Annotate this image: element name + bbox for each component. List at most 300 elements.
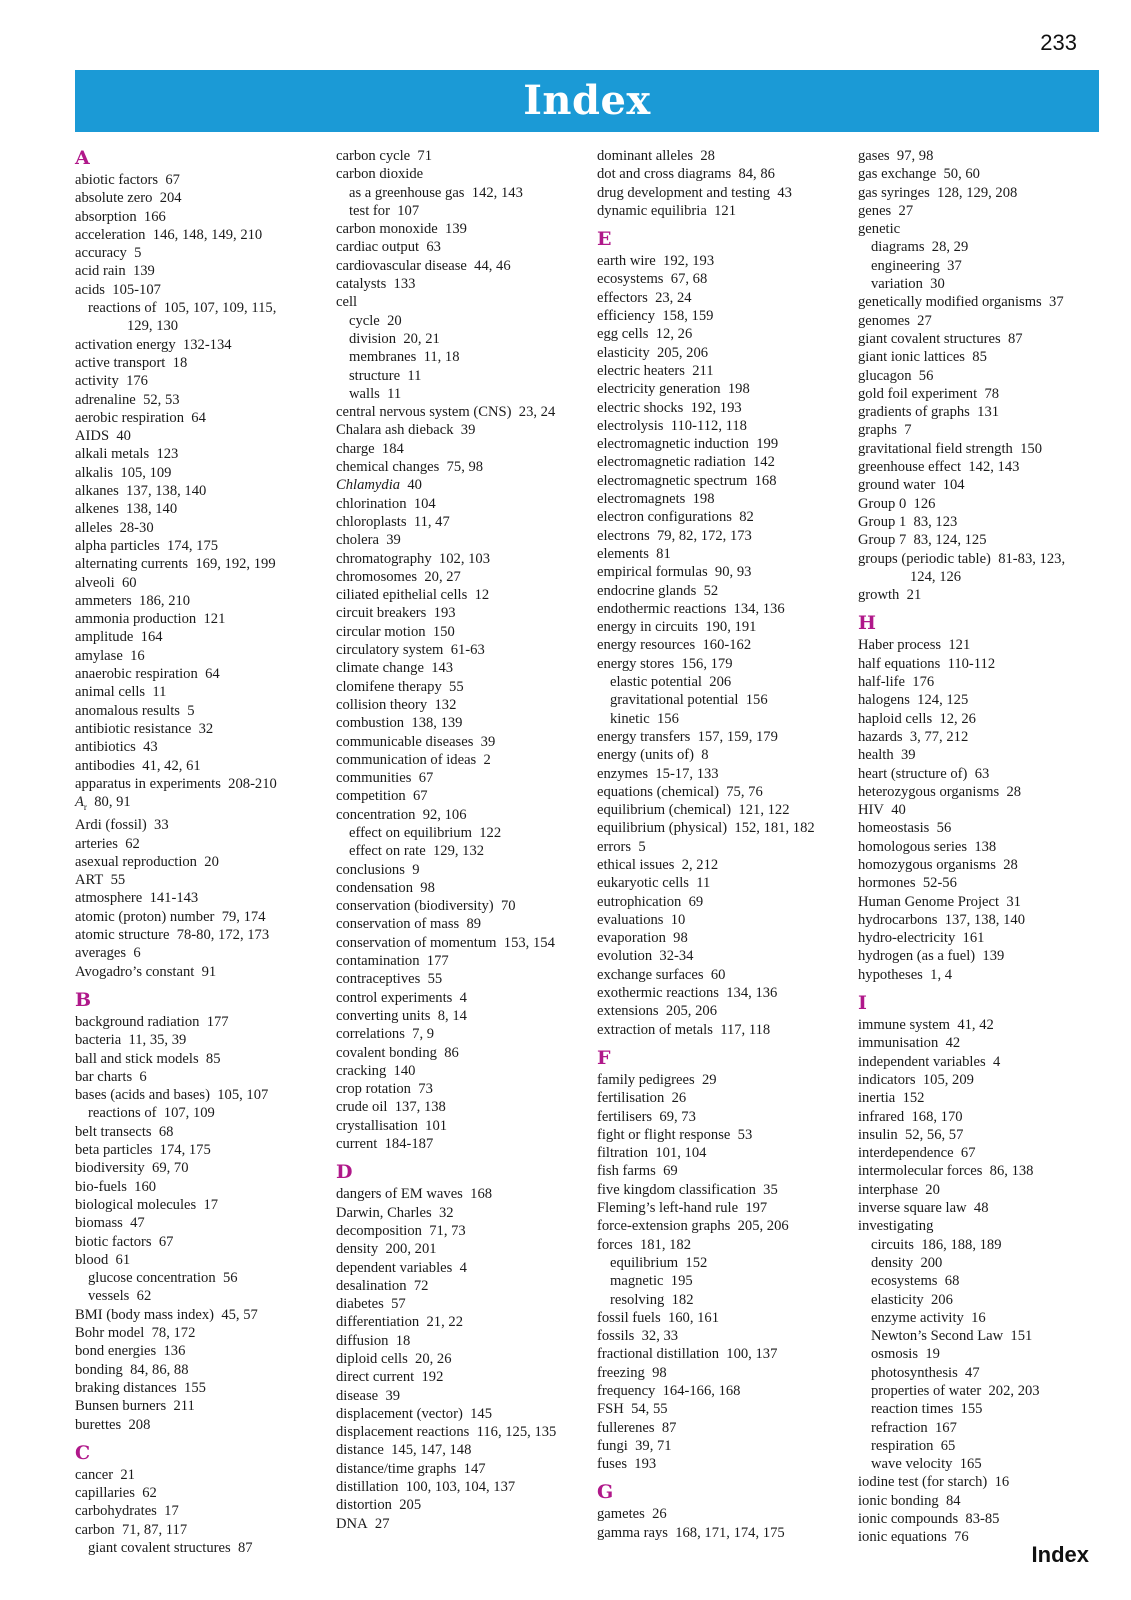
index-entry: equilibrium (physical) 152, 181, 182 <box>597 820 815 837</box>
index-entry: antibodies 41, 42, 61 <box>75 757 201 774</box>
index-subentry: membranes 11, 18 <box>349 349 460 366</box>
index-entry: FSH 54, 55 <box>597 1401 668 1418</box>
index-entry: greenhouse effect 142, 143 <box>858 459 1020 476</box>
index-entry: beta particles 174, 175 <box>75 1142 211 1159</box>
index-entry: chlorination 104 <box>336 495 436 512</box>
index-entry: endocrine glands 52 <box>597 582 719 599</box>
index-entry: electromagnetic radiation 142 <box>597 454 775 471</box>
index-entry: conservation of mass 89 <box>336 916 482 933</box>
index-entry: interphase 20 <box>858 1181 940 1198</box>
index-entry: energy transfers 157, 159, 179 <box>597 728 778 745</box>
index-entry: biological molecules 17 <box>75 1196 219 1213</box>
index-entry: Darwin, Charles 32 <box>336 1204 454 1221</box>
index-entry: carbon cycle 71 <box>336 148 433 164</box>
index-entry: equilibrium (chemical) 121, 122 <box>597 802 790 819</box>
index-entry: errors 5 <box>597 838 646 855</box>
index-entry-pages: 40 <box>400 477 422 494</box>
index-entry: acceleration 146, 148, 149, 210 <box>75 226 263 243</box>
index-entry: alternating currents 169, 192, 199 <box>75 556 276 573</box>
index-entry: equations (chemical) 75, 76 <box>597 783 763 800</box>
index-subentry: reaction times 155 <box>871 1401 983 1418</box>
index-entry: Human Genome Project 31 <box>858 893 1021 910</box>
index-subentry: osmosis 19 <box>871 1346 940 1363</box>
index-entry: atmosphere 141-143 <box>75 890 199 907</box>
index-entry: gold foil experiment 78 <box>858 385 1000 402</box>
index-subentry: enzyme activity 16 <box>871 1309 986 1326</box>
index-entry: halogens 124, 125 <box>858 692 969 709</box>
index-entry: carbohydrates 17 <box>75 1503 179 1520</box>
index-entry: bonding 84, 86, 88 <box>75 1361 189 1378</box>
index-subentry: resolving 182 <box>610 1291 694 1308</box>
index-entry: ammonia production 121 <box>75 611 226 628</box>
index-entry: hydrogen (as a fuel) 139 <box>858 948 1005 965</box>
index-entry: biomass 47 <box>75 1215 145 1232</box>
index-letter-heading: B <box>75 988 92 1011</box>
index-entry: elasticity 205, 206 <box>597 344 709 361</box>
index-entry: acid rain 139 <box>75 263 155 280</box>
index-entry: gravitational field strength 150 <box>858 440 1042 457</box>
index-entry: anomalous results 5 <box>75 702 195 719</box>
index-entry: freezing 98 <box>597 1364 667 1381</box>
index-subentry: photosynthesis 47 <box>871 1364 980 1381</box>
index-subentry: engineering 37 <box>871 257 962 274</box>
index-entry: cholera 39 <box>336 532 401 549</box>
index-entry: half equations 110-112 <box>858 655 996 672</box>
index-subentry: as a greenhouse gas 142, 143 <box>349 184 523 201</box>
index-entry: five kingdom classification 35 <box>597 1181 778 1198</box>
index-entry: energy (units of) 8 <box>597 747 709 764</box>
index-entry: homologous series 138 <box>858 838 997 855</box>
index-entry: distance/time graphs 147 <box>336 1460 486 1477</box>
index-entry: contamination 177 <box>336 953 449 970</box>
index-entry: immunisation 42 <box>858 1035 961 1052</box>
index-entry: exothermic reactions 134, 136 <box>597 985 778 1002</box>
index-entry: inverse square law 48 <box>858 1200 989 1217</box>
index-entry: ionic compounds 83-85 <box>858 1511 1000 1528</box>
index-letter-heading: H <box>858 612 876 635</box>
index-entry: biotic factors 67 <box>75 1233 174 1250</box>
index-columns <box>75 147 1115 1557</box>
index-entry: Avogadro’s constant 91 <box>75 963 217 980</box>
index-entry: anaerobic respiration 64 <box>75 666 220 683</box>
index-entry: central nervous system (CNS) 23, 24 <box>336 404 556 421</box>
index-entry: carbon monoxide 139 <box>336 221 467 238</box>
index-entry: ionic bonding 84 <box>858 1492 961 1509</box>
index-entry: Ardi (fossil) 33 <box>75 817 169 834</box>
index-entry: BMI (body mass index) 45, 57 <box>75 1306 258 1323</box>
index-entry: bond energies 136 <box>75 1343 186 1360</box>
index-column-3 <box>597 147 852 1542</box>
index-entry: ecosystems 67, 68 <box>597 271 708 288</box>
index-subentry: reactions of 105, 107, 109, 115, <box>88 300 277 317</box>
index-entry: evaporation 98 <box>597 930 688 947</box>
index-entry: effectors 23, 24 <box>597 289 692 306</box>
index-entry: active transport 18 <box>75 354 188 371</box>
index-entry: fuses 193 <box>597 1456 657 1473</box>
index-entry: ethical issues 2, 212 <box>597 856 719 873</box>
index-subentry: refraction 167 <box>871 1419 957 1436</box>
index-entry: absorption 166 <box>75 208 166 225</box>
index-entry: fish farms 69 <box>597 1163 678 1180</box>
index-entry: exchange surfaces 60 <box>597 966 726 983</box>
index-entry: glucagon 56 <box>858 367 934 384</box>
index-entry: Group 7 83, 124, 125 <box>858 532 987 549</box>
index-entry: condensation 98 <box>336 879 435 896</box>
index-entry: half-life 176 <box>858 674 935 691</box>
index-entry: alkenes 138, 140 <box>75 501 178 518</box>
index-entry: family pedigrees 29 <box>597 1071 717 1088</box>
index-entry: animal cells 11 <box>75 684 167 701</box>
footer-section-label: Index <box>1031 1542 1089 1567</box>
index-entry-continuation: 124, 126 <box>910 568 962 585</box>
index-column-1 <box>75 147 330 1557</box>
index-entry: graphs 7 <box>858 422 912 439</box>
index-entry: clomifene therapy 55 <box>336 678 464 695</box>
index-entry: crystallisation 101 <box>336 1117 448 1134</box>
index-entry: background radiation 177 <box>75 1013 229 1030</box>
index-entry: cardiovascular disease 44, 46 <box>336 257 511 274</box>
index-entry: disease 39 <box>336 1387 401 1404</box>
index-subentry: magnetic 195 <box>610 1273 693 1290</box>
index-entry: diffusion 18 <box>336 1332 411 1349</box>
index-entry: differentiation 21, 22 <box>336 1314 463 1331</box>
index-entry: capillaries 62 <box>75 1485 157 1502</box>
index-subentry: equilibrium 152 <box>610 1254 708 1271</box>
index-entry: catalysts 133 <box>336 276 416 293</box>
index-entry: dynamic equilibria 121 <box>597 202 737 219</box>
page-title: Index <box>523 77 651 124</box>
index-entry: hypotheses 1, 4 <box>858 966 953 983</box>
index-subentry: Newton’s Second Law 151 <box>871 1328 1033 1345</box>
index-subentry: division 20, 21 <box>349 330 440 347</box>
index-entry: abiotic factors 67 <box>75 172 180 188</box>
index-entry: hydrocarbons 137, 138, 140 <box>858 911 1025 928</box>
index-entry: electron configurations 82 <box>597 509 754 526</box>
index-entry: energy stores 156, 179 <box>597 655 733 672</box>
index-entry: fertilisers 69, 73 <box>597 1108 696 1125</box>
index-letter-heading: I <box>858 992 867 1015</box>
index-entry: frequency 164-166, 168 <box>597 1383 741 1399</box>
index-subentry: elastic potential 206 <box>610 674 732 691</box>
index-entry: cell <box>336 294 358 311</box>
index-subentry: effect on rate 129, 132 <box>349 843 485 860</box>
index-entry: combustion 138, 139 <box>336 715 463 732</box>
index-entry: energy resources 160-162 <box>597 637 752 654</box>
index-subentry: glucose concentration 56 <box>88 1270 238 1287</box>
index-subentry: structure 11 <box>349 367 422 384</box>
index-entry: efficiency 158, 159 <box>597 308 714 325</box>
index-subentry: respiration 65 <box>871 1437 956 1454</box>
index-entry: burettes 208 <box>75 1416 151 1433</box>
index-column-2 <box>336 147 591 1533</box>
index-entry: conservation (biodiversity) 70 <box>336 898 516 915</box>
index-subentry: elasticity 206 <box>871 1291 953 1308</box>
index-entry: collision theory 132 <box>336 696 457 713</box>
index-entry: conclusions 9 <box>336 861 420 878</box>
index-entry: carbon dioxide <box>336 166 424 183</box>
index-entry: cracking 140 <box>336 1062 416 1079</box>
title-banner <box>75 70 1099 132</box>
index-subentry: effect on equilibrium 122 <box>349 824 502 841</box>
index-entry: hydro-electricity 161 <box>858 930 985 947</box>
index-subentry: circuits 186, 188, 189 <box>871 1236 1002 1253</box>
index-entry: communication of ideas 2 <box>336 751 491 768</box>
index-entry: DNA 27 <box>336 1515 390 1532</box>
index-entry: dot and cross diagrams 84, 86 <box>597 166 775 183</box>
index-entry: diploid cells 20, 26 <box>336 1351 452 1367</box>
index-subentry: giant covalent structures 87 <box>88 1539 253 1556</box>
index-entry: filtration 101, 104 <box>597 1145 707 1162</box>
index-entry: interdependence 67 <box>858 1145 976 1162</box>
index-entry: atomic structure 78-80, 172, 173 <box>75 927 270 944</box>
index-entry: alveoli 60 <box>75 574 137 591</box>
index-entry: adrenaline 52, 53 <box>75 391 180 408</box>
index-subentry: variation 30 <box>871 276 945 293</box>
index-entry: amplitude 164 <box>75 629 163 646</box>
index-entry: gamma rays 168, 171, 174, 175 <box>597 1524 785 1541</box>
index-entry: gases 97, 98 <box>858 148 934 164</box>
index-entry: averages 6 <box>75 945 141 962</box>
index-entry: Group 1 83, 123 <box>858 513 958 530</box>
index-entry: fractional distillation 100, 137 <box>597 1346 778 1363</box>
index-entry: fight or flight response 53 <box>597 1126 753 1143</box>
index-entry: bacteria 11, 35, 39 <box>75 1032 187 1049</box>
index-entry: elements 81 <box>597 545 671 562</box>
index-entry: earth wire 192, 193 <box>597 253 715 270</box>
index-entry: electric heaters 211 <box>597 362 714 379</box>
index-entry: cancer 21 <box>75 1466 135 1483</box>
index-entry: energy in circuits 190, 191 <box>597 619 757 636</box>
index-entry: distance 145, 147, 148 <box>336 1442 472 1459</box>
index-entry: arteries 62 <box>75 835 140 852</box>
index-entry: forces 181, 182 <box>597 1236 692 1253</box>
index-entry: eutrophication 69 <box>597 893 704 910</box>
index-entry: giant ionic lattices 85 <box>858 349 987 366</box>
index-entry: AIDS 40 <box>75 428 131 445</box>
index-entry: electromagnetic spectrum 168 <box>597 472 777 489</box>
index-letter-heading: E <box>597 228 612 251</box>
index-entry: haploid cells 12, 26 <box>858 710 976 727</box>
index-entry: evolution 32-34 <box>597 948 694 965</box>
index-entry: biodiversity 69, 70 <box>75 1160 189 1177</box>
index-entry: force-extension graphs 205, 206 <box>597 1218 789 1235</box>
index-entry: circulatory system 61-63 <box>336 642 485 659</box>
index-entry: antibiotic resistance 32 <box>75 720 214 737</box>
index-entry: iodine test (for starch) 16 <box>858 1474 1010 1491</box>
index-entry: electric shocks 192, 193 <box>597 399 742 416</box>
index-entry: homozygous organisms 28 <box>858 856 1018 873</box>
index-subentry: walls 11 <box>349 385 402 402</box>
index-entry: displacement (vector) 145 <box>336 1405 493 1422</box>
index-entry: communicable diseases 39 <box>336 733 496 750</box>
index-entry: amylase 16 <box>75 647 145 664</box>
index-entry: climate change 143 <box>336 660 454 677</box>
index-entry: HIV 40 <box>858 802 906 819</box>
index-entry: Fleming’s left-hand rule 197 <box>597 1200 768 1217</box>
index-entry: alkali metals 123 <box>75 446 179 463</box>
index-letter-heading: A <box>75 147 90 169</box>
index-entry: immune system 41, 42 <box>858 1017 994 1034</box>
index-subentry: density 200 <box>871 1254 943 1271</box>
index-entry: ground water 104 <box>858 477 965 494</box>
index-entry: ball and stick models 85 <box>75 1050 221 1067</box>
index-entry: inertia 152 <box>858 1090 925 1107</box>
index-entry: dependent variables 4 <box>336 1259 467 1276</box>
index-entry: correlations 7, 9 <box>336 1026 435 1043</box>
index-entry: egg cells 12, 26 <box>597 326 693 343</box>
index-entry <box>336 476 591 494</box>
index-entry: endothermic reactions 134, 136 <box>597 600 785 617</box>
index-entry-subscript: r <box>83 802 87 812</box>
index-entry: genomes 27 <box>858 312 932 329</box>
index-entry: ciliated epithelial cells 12 <box>336 587 490 604</box>
index-entry: fertilisation 26 <box>597 1090 687 1107</box>
index-entry: desalination 72 <box>336 1277 429 1294</box>
index-letter-heading: D <box>336 1161 353 1184</box>
index-entry: genetic <box>858 221 901 238</box>
index-entry: density 200, 201 <box>336 1241 437 1258</box>
index-entry: groups (periodic table) 81-83, 123, <box>858 550 1066 567</box>
index-entry: indicators 105, 209 <box>858 1071 974 1088</box>
index-entry: activity 176 <box>75 373 148 390</box>
index-entry: crop rotation 73 <box>336 1081 433 1098</box>
index-entry: electrolysis 110-112, 118 <box>597 417 747 434</box>
index-entry: contraceptives 55 <box>336 971 443 988</box>
index-entry: direct current 192 <box>336 1369 444 1386</box>
index-subentry: cycle 20 <box>349 312 402 329</box>
index-entry: chromosomes 20, 27 <box>336 568 461 585</box>
index-entry: electrons 79, 82, 172, 173 <box>597 527 752 544</box>
index-entry: gradients of graphs 131 <box>858 404 1000 421</box>
index-entry: alpha particles 174, 175 <box>75 537 219 554</box>
index-entry: Haber process 121 <box>858 637 971 654</box>
index-entry: Bohr model 78, 172 <box>75 1325 196 1342</box>
page-number: 233 <box>1040 30 1077 55</box>
index-entry: charge 184 <box>336 440 404 457</box>
index-subentry: gravitational potential 156 <box>610 692 768 709</box>
index-subentry: diagrams 28, 29 <box>871 239 969 256</box>
index-entry: fullerenes 87 <box>597 1419 677 1436</box>
index-entry: conservation of momentum 153, 154 <box>336 934 555 951</box>
index-letter-heading: F <box>597 1046 611 1069</box>
index-entry: health 39 <box>858 747 916 764</box>
index-column-4 <box>858 147 1113 1547</box>
index-subentry: vessels 62 <box>88 1288 152 1305</box>
index-entry: bio-fuels 160 <box>75 1178 157 1195</box>
index-entry: Bunsen burners 211 <box>75 1398 195 1415</box>
index-letter-heading: C <box>75 1441 91 1464</box>
index-entry: hazards 3, 77, 212 <box>858 728 969 745</box>
index-entry: distillation 100, 103, 104, 137 <box>336 1479 516 1496</box>
index-entry: activation energy 132-134 <box>75 336 232 353</box>
index-entry: giant covalent structures 87 <box>858 330 1023 347</box>
index-entry: braking distances 155 <box>75 1379 206 1396</box>
index-entry: competition 67 <box>336 788 428 805</box>
index-entry: evaluations 10 <box>597 911 686 928</box>
index-entry: Chalara ash dieback 39 <box>336 422 476 439</box>
index-entry: Group 0 126 <box>858 495 936 512</box>
index-entry: drug development and testing 43 <box>597 184 792 201</box>
index-entry: genetically modified organisms 37 <box>858 294 1064 311</box>
index-entry: insulin 52, 56, 57 <box>858 1126 964 1143</box>
index-entry: alkalis 105, 109 <box>75 464 172 481</box>
index-entry: chloroplasts 11, 47 <box>336 513 450 530</box>
index-entry: electricity generation 198 <box>597 381 750 398</box>
index-entry: distortion 205 <box>336 1497 422 1514</box>
index-entry: covalent bonding 86 <box>336 1044 459 1061</box>
index-entry-continuation: 129, 130 <box>127 318 179 335</box>
index-entry: blood 61 <box>75 1251 131 1268</box>
index-entry: carbon 71, 87, 117 <box>75 1521 188 1538</box>
index-entry: antibiotics 43 <box>75 739 158 756</box>
index-entry: accuracy 5 <box>75 245 142 262</box>
index-entry: communities 67 <box>336 770 434 787</box>
index-entry <box>75 793 330 816</box>
index-entry: circular motion 150 <box>336 623 455 640</box>
index-entry: chromatography 102, 103 <box>336 550 491 567</box>
index-subentry: wave velocity 165 <box>871 1456 982 1473</box>
index-entry: electromagnetic induction 199 <box>597 436 779 453</box>
index-entry: fossil fuels 160, 161 <box>597 1309 720 1326</box>
index-entry: empirical formulas 90, 93 <box>597 564 752 581</box>
index-entry: decomposition 71, 73 <box>336 1222 466 1239</box>
index-entry: extraction of metals 117, 118 <box>597 1021 771 1038</box>
index-entry: fossils 32, 33 <box>597 1328 679 1345</box>
index-entry: intermolecular forces 86, 138 <box>858 1163 1034 1180</box>
index-entry: acids 105-107 <box>75 281 161 298</box>
index-entry: concentration 92, 106 <box>336 806 467 823</box>
index-entry: current 184-187 <box>336 1136 434 1153</box>
index-entry: enzymes 15-17, 133 <box>597 765 719 782</box>
index-entry: diabetes 57 <box>336 1296 406 1313</box>
index-entry: apparatus in experiments 208-210 <box>75 775 277 792</box>
index-entry: homeostasis 56 <box>858 820 952 837</box>
index-entry: cardiac output 63 <box>336 239 441 256</box>
index-subentry: properties of water 202, 203 <box>871 1383 1040 1399</box>
index-subentry: test for 107 <box>349 202 420 219</box>
index-entry: displacement reactions 116, 125, 135 <box>336 1424 557 1441</box>
index-entry-term: Chlamydia <box>336 477 401 494</box>
index-entry: control experiments 4 <box>336 989 467 1006</box>
index-entry: atomic (proton) number 79, 174 <box>75 908 266 925</box>
index-entry: heterozygous organisms 28 <box>858 783 1022 800</box>
index-entry: electromagnets 198 <box>597 491 715 508</box>
index-entry: gas exchange 50, 60 <box>858 166 980 183</box>
index-entry: chemical changes 75, 98 <box>336 459 484 476</box>
index-entry: investigating <box>858 1218 934 1235</box>
index-entry-term: A <box>75 794 84 811</box>
index-entry: extensions 205, 206 <box>597 1003 717 1020</box>
index-entry: independent variables 4 <box>858 1053 1001 1070</box>
index-entry: crude oil 137, 138 <box>336 1099 446 1116</box>
index-entry: infrared 168, 170 <box>858 1108 963 1125</box>
index-entry: bar charts 6 <box>75 1068 147 1085</box>
index-subentry: kinetic 156 <box>610 710 679 727</box>
index-letter-heading: G <box>597 1481 614 1504</box>
index-entry: aerobic respiration 64 <box>75 409 206 426</box>
index-entry: dangers of EM waves 168 <box>336 1186 493 1203</box>
index-entry: heart (structure of) 63 <box>858 765 990 782</box>
index-entry: ionic equations 76 <box>858 1529 969 1546</box>
index-entry: converting units 8, 14 <box>336 1007 467 1024</box>
index-entry: hormones 52-56 <box>858 875 957 892</box>
index-entry: circuit breakers 193 <box>336 605 456 622</box>
index-entry: alleles 28-30 <box>75 519 154 536</box>
index-subentry: reactions of 107, 109 <box>88 1105 215 1122</box>
index-subentry: ecosystems 68 <box>871 1273 960 1290</box>
index-entry: fungi 39, 71 <box>597 1437 672 1454</box>
index-entry-pages: 80, 91 <box>86 794 131 811</box>
